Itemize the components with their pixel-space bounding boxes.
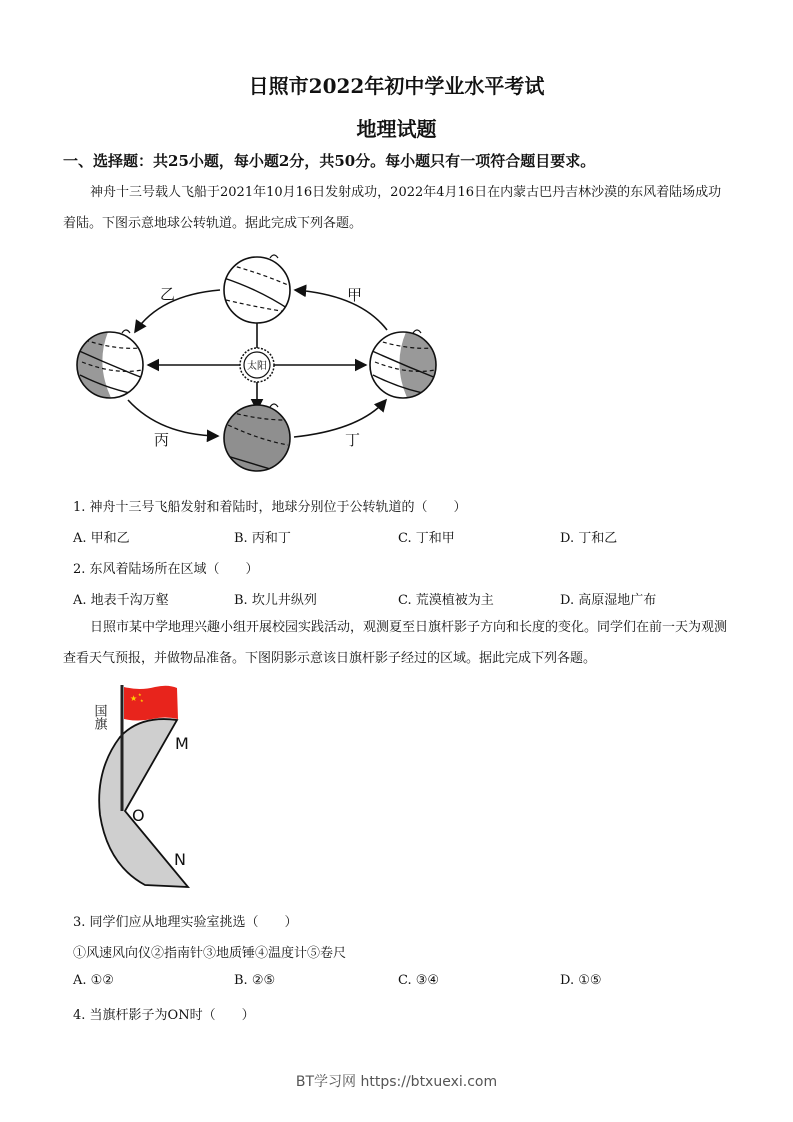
svg-text:★: ★: [130, 694, 138, 703]
question-stem: 当旗杆影子为ON时（ ）: [89, 1008, 255, 1023]
q3-items: ①风速风向仪②指南针③地质锤④温度计⑤卷尺: [73, 946, 347, 961]
q1-option-a[interactable]: A. 甲和乙: [73, 531, 130, 546]
svg-text:★: ★: [138, 692, 142, 697]
sun-icon: [240, 348, 274, 382]
question-1: [73, 496, 467, 515]
question-4: [73, 1004, 255, 1023]
question-stem: 东风着陆场所在区域（ ）: [89, 562, 259, 577]
q3-option-c[interactable]: C. ③④: [398, 973, 440, 988]
q1-option-c[interactable]: C. 丁和甲: [398, 531, 455, 546]
question-3: [73, 911, 298, 930]
q1-option-d[interactable]: D. 丁和乙: [560, 531, 618, 546]
question-2: [73, 558, 259, 577]
q3-option-b[interactable]: B. ②⑤: [234, 973, 276, 988]
flag-icon: [124, 686, 178, 721]
flagpole-shadow-diagram: [80, 675, 220, 900]
exam-subtitle: 地理试题: [356, 117, 437, 141]
exam-title: 日照市2022年初中学业水平考试: [248, 74, 545, 98]
q1-option-b[interactable]: B. 丙和丁: [234, 531, 291, 546]
q2-option-d[interactable]: D. 高原湿地广布: [560, 593, 657, 608]
svg-text:太阳: 太阳: [247, 361, 267, 372]
q2-option-a[interactable]: A. 地表千沟万壑: [73, 593, 169, 608]
earth-orbit-diagram: [70, 240, 450, 480]
label-o: O: [132, 806, 145, 825]
footer-watermark[interactable]: BT学习网 https://btxuexi.com: [295, 1074, 498, 1090]
label-ding: 丁: [345, 431, 361, 449]
question-number: 2.: [73, 562, 86, 577]
q2-option-b[interactable]: B. 坎儿井纵列: [234, 593, 317, 608]
question-number: 3.: [73, 915, 86, 930]
label-m: M: [175, 734, 189, 753]
label-yi: 乙: [160, 285, 176, 303]
question-number: 4.: [73, 1008, 86, 1023]
section-heading: 一、选择题：共25小题，每小题2分，共50分。每小题只有一项符合题目要求。: [63, 152, 596, 170]
q3-option-d[interactable]: D. ①⑤: [560, 973, 602, 988]
q3-option-a[interactable]: A. ①②: [73, 973, 114, 988]
question-stem: 同学们应从地理实验室挑选（ ）: [89, 915, 298, 930]
q2-option-c[interactable]: C. 荒漠植被为主: [398, 593, 494, 608]
question-stem: 神舟十三号飞船发射和着陆时，地球分别位于公转轨道的（ ）: [89, 500, 467, 515]
passage-1: 神舟十三号载人飞船于2021年10月16日发射成功，2022年4月16日在内蒙古巴丹吉林沙漠的东风着陆场成功着陆。下图示意地球公转轨道。据此完成下列各题。: [63, 185, 722, 231]
question-number: 1.: [73, 500, 86, 515]
passage-2: 日照市某中学地理兴趣小组开展校园实践活动，观测夏至日旗杆影子方向和长度的变化。同学们在前一天为观测查看天气预报，并做物品准备。下图阴影示意该日旗杆影子经过的区域。据此完成下列各题。: [63, 620, 728, 666]
label-bing: 丙: [154, 431, 170, 449]
label-n: N: [174, 850, 186, 869]
svg-text:★: ★: [140, 698, 144, 703]
flag-label-char1: 国旗: [91, 704, 107, 730]
label-jia: 甲: [347, 286, 363, 304]
